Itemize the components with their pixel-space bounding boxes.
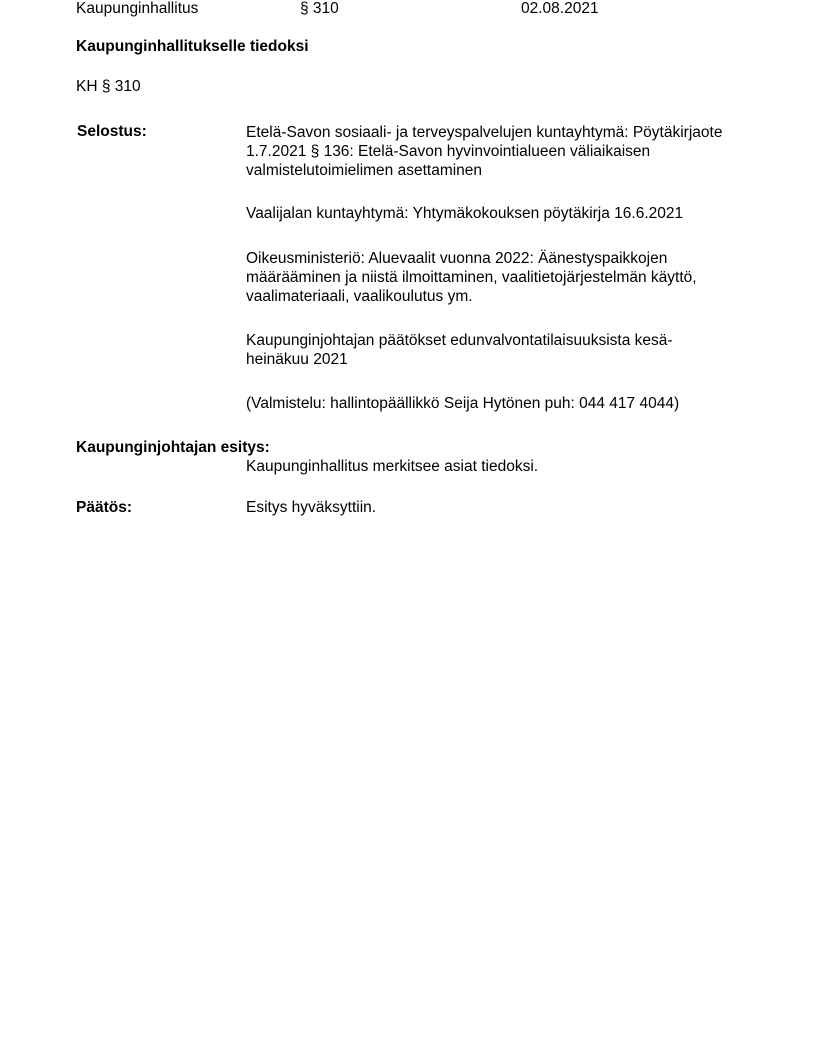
header-section-number: § 310 [300, 0, 339, 17]
paragraph-line: Oikeusministeriö: Aluevaalit vuonna 2022: Äänestyspaikkojen [246, 250, 668, 267]
paatos-text: Esitys hyväksyttiin. [246, 499, 377, 516]
document-title: Kaupunginhallitukselle tiedoksi [76, 38, 309, 55]
header-body-name: Kaupunginhallitus [76, 0, 199, 17]
paragraph-line: Kaupunginjohtajan päätökset edunvalvontatilaisuuksista kesä- [246, 332, 673, 349]
selostus-paragraph-3 [246, 249, 766, 306]
selostus-paragraph-1 [246, 123, 766, 180]
paragraph-line: heinäkuu 2021 [246, 351, 348, 368]
selostus-paragraph-2 [246, 204, 766, 223]
paragraph-line: Vaalijalan kuntayhtymä: Yhtymäkokouksen pöytäkirja 16.6.2021 [246, 205, 684, 222]
section-reference: KH § 310 [76, 78, 141, 95]
paatos-label: Päätös: [76, 499, 132, 516]
selostus-label: Selostus: [77, 123, 147, 140]
paragraph-line: 1.7.2021 § 136: Etelä-Savon hyvinvointialueen väliaikaisen [246, 143, 651, 160]
paragraph-line: vaalimateriaali, vaalikoulutus ym. [246, 288, 473, 305]
selostus-paragraph-5 [246, 394, 766, 413]
esitys-label: Kaupunginjohtajan esitys: [76, 439, 270, 456]
esitys-text: Kaupunginhallitus merkitsee asiat tiedoksi. [246, 458, 539, 475]
paragraph-line: määrääminen ja niistä ilmoittaminen, vaalitietojärjestelmän käyttö, [246, 269, 697, 286]
paragraph-line: Etelä-Savon sosiaali- ja terveyspalvelujen kuntayhtymä: Pöytäkirjaote [246, 124, 723, 141]
header-date: 02.08.2021 [521, 0, 599, 17]
paragraph-line: valmistelutoimielimen asettaminen [246, 162, 483, 179]
paragraph-line: (Valmistelu: hallintopäällikkö Seija Hytönen puh: 044 417 4044) [246, 395, 680, 412]
selostus-paragraph-4 [246, 331, 766, 369]
